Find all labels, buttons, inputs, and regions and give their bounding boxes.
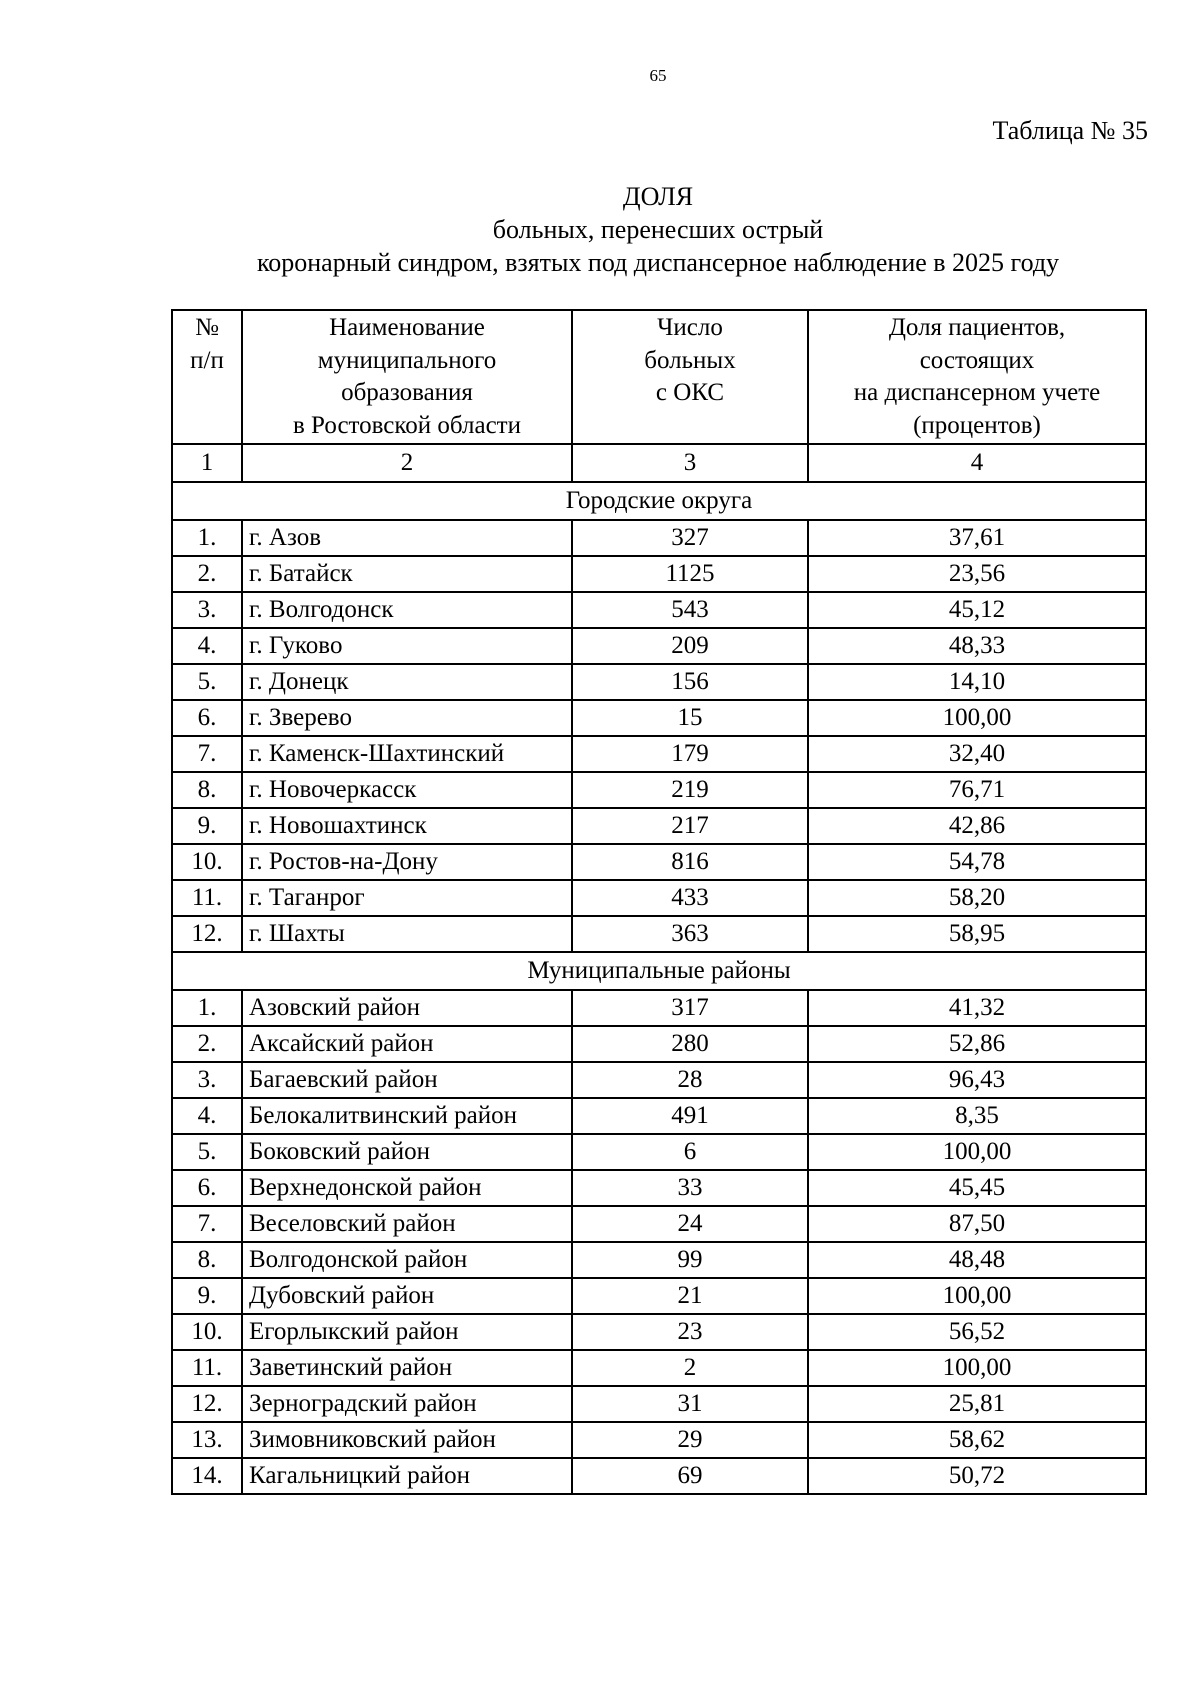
row-number-cell: 4.: [172, 1098, 242, 1134]
row-number-cell: 9.: [172, 1278, 242, 1314]
header-num: [172, 310, 242, 444]
header-share-line: состоящих: [919, 346, 1035, 374]
municipality-name-cell: г. Ростов-на-Дону: [242, 844, 572, 880]
share-percent-cell: 48,48: [808, 1242, 1146, 1278]
row-number-cell: 1.: [172, 990, 242, 1026]
patient-count-cell: 31: [572, 1386, 808, 1422]
municipality-name-cell: Зерноградский район: [242, 1386, 572, 1422]
row-number-cell: 5.: [172, 1134, 242, 1170]
table-row: [172, 1062, 1146, 1098]
table-row: [172, 1170, 1146, 1206]
patient-count-cell: 209: [572, 628, 808, 664]
municipality-name-cell: Кагальницкий район: [242, 1458, 572, 1494]
title-line-1: ДОЛЯ: [622, 182, 694, 211]
municipality-name-cell: Азовский район: [242, 990, 572, 1026]
table-body: [172, 310, 1146, 1494]
header-share: [808, 310, 1146, 444]
row-number-cell: 11.: [172, 1350, 242, 1386]
patient-count-cell: 543: [572, 592, 808, 628]
header-count-line: Число: [657, 314, 723, 341]
patient-count-cell: 491: [572, 1098, 808, 1134]
share-percent-cell: 87,50: [808, 1206, 1146, 1242]
section-title: Городские округа: [172, 482, 1146, 520]
header-share-line: Доля пациентов,: [888, 314, 1066, 341]
table-number: Таблица № 35: [992, 116, 1148, 145]
table-row: [172, 1278, 1146, 1314]
table-row: [172, 1134, 1146, 1170]
patient-count-cell: 99: [572, 1242, 808, 1278]
patient-count-cell: 433: [572, 880, 808, 916]
table-row: [172, 556, 1146, 592]
patient-count-cell: 156: [572, 664, 808, 700]
table-row: [172, 1386, 1146, 1422]
patient-count-cell: 6: [572, 1134, 808, 1170]
row-number-cell: 6.: [172, 700, 242, 736]
table-row: [172, 700, 1146, 736]
table-row: [172, 1098, 1146, 1134]
share-percent-cell: 100,00: [808, 1278, 1146, 1314]
column-number: 4: [808, 444, 1146, 482]
table-row: [172, 880, 1146, 916]
municipality-name-cell: Егорлыкский район: [242, 1314, 572, 1350]
table-row: [172, 772, 1146, 808]
share-percent-cell: 8,35: [808, 1098, 1146, 1134]
municipality-name-cell: Боковский район: [242, 1134, 572, 1170]
share-percent-cell: 58,95: [808, 916, 1146, 952]
data-table: [171, 309, 1147, 1495]
patient-count-cell: 69: [572, 1458, 808, 1494]
table-row: [172, 1314, 1146, 1350]
municipality-name-cell: г. Батайск: [242, 556, 572, 592]
municipality-name-cell: г. Шахты: [242, 916, 572, 952]
header-name-line: Наименование: [329, 314, 485, 341]
share-percent-cell: 52,86: [808, 1026, 1146, 1062]
share-percent-cell: 48,33: [808, 628, 1146, 664]
municipality-name-cell: Белокалитвинский район: [242, 1098, 572, 1134]
row-number-cell: 10.: [172, 1314, 242, 1350]
municipality-name-cell: г. Новошахтинск: [242, 808, 572, 844]
patient-count-cell: 219: [572, 772, 808, 808]
patient-count-cell: 179: [572, 736, 808, 772]
share-percent-cell: 42,86: [808, 808, 1146, 844]
municipality-name-cell: Дубовский район: [242, 1278, 572, 1314]
header-num-line: п/п: [190, 346, 224, 374]
header-name-line: муниципального: [317, 346, 497, 374]
share-percent-cell: 45,12: [808, 592, 1146, 628]
patient-count-cell: 217: [572, 808, 808, 844]
row-number-cell: 11.: [172, 880, 242, 916]
row-number-cell: 8.: [172, 1242, 242, 1278]
municipality-name-cell: Багаевский район: [242, 1062, 572, 1098]
table-row: [172, 916, 1146, 952]
patient-count-cell: 33: [572, 1170, 808, 1206]
page-number: 65: [649, 66, 667, 85]
row-number-cell: 10.: [172, 844, 242, 880]
header-name: [242, 310, 572, 444]
share-percent-cell: 56,52: [808, 1314, 1146, 1350]
municipality-name-cell: Зимовниковский район: [242, 1422, 572, 1458]
municipality-name-cell: г. Донецк: [242, 664, 572, 700]
row-number-cell: 13.: [172, 1422, 242, 1458]
table-row: [172, 1026, 1146, 1062]
patient-count-cell: 29: [572, 1422, 808, 1458]
share-percent-cell: 100,00: [808, 700, 1146, 736]
share-percent-cell: 100,00: [808, 1350, 1146, 1386]
title-line-3: коронарный синдром, взятых под диспансерное наблюдение в 2025 году: [256, 248, 1060, 277]
share-percent-cell: 58,20: [808, 880, 1146, 916]
table-row: [172, 628, 1146, 664]
municipality-name-cell: Заветинский район: [242, 1350, 572, 1386]
row-number-cell: 2.: [172, 1026, 242, 1062]
share-percent-cell: 37,61: [808, 520, 1146, 556]
row-number-cell: 14.: [172, 1458, 242, 1494]
patient-count-cell: 363: [572, 916, 808, 952]
patient-count-cell: 816: [572, 844, 808, 880]
table-row: [172, 1242, 1146, 1278]
share-percent-cell: 100,00: [808, 1134, 1146, 1170]
share-percent-cell: 58,62: [808, 1422, 1146, 1458]
column-number: 3: [572, 444, 808, 482]
header-name-line: образования: [341, 379, 473, 406]
patient-count-cell: 1125: [572, 556, 808, 592]
table-row: [172, 1206, 1146, 1242]
table-header-row: [172, 310, 1146, 444]
column-number: 1: [172, 444, 242, 482]
header-num-line: №: [195, 314, 219, 341]
share-percent-cell: 50,72: [808, 1458, 1146, 1494]
table-row: [172, 736, 1146, 772]
title-line-2: больных, перенесших острый: [492, 215, 824, 244]
share-percent-cell: 45,45: [808, 1170, 1146, 1206]
table-row: [172, 664, 1146, 700]
row-number-cell: 7.: [172, 1206, 242, 1242]
table-row: [172, 1350, 1146, 1386]
share-percent-cell: 96,43: [808, 1062, 1146, 1098]
municipality-name-cell: Веселовский район: [242, 1206, 572, 1242]
section-title: Муниципальные районы: [172, 952, 1146, 990]
share-percent-cell: 32,40: [808, 736, 1146, 772]
section-header-row: [172, 952, 1146, 990]
municipality-name-cell: г. Гуково: [242, 628, 572, 664]
municipality-name-cell: г. Новочеркасск: [242, 772, 572, 808]
table-row: [172, 1458, 1146, 1494]
patient-count-cell: 23: [572, 1314, 808, 1350]
table-row: [172, 1422, 1146, 1458]
header-count-line: больных: [644, 346, 736, 374]
patient-count-cell: 24: [572, 1206, 808, 1242]
municipality-name-cell: г. Каменск-Шахтинский: [242, 736, 572, 772]
share-percent-cell: 41,32: [808, 990, 1146, 1026]
row-number-cell: 8.: [172, 772, 242, 808]
table-row: [172, 844, 1146, 880]
document-title: [0, 180, 1200, 279]
share-percent-cell: 76,71: [808, 772, 1146, 808]
patient-count-cell: 280: [572, 1026, 808, 1062]
header-share-line: на диспансерном учете: [853, 379, 1101, 406]
municipality-name-cell: г. Таганрог: [242, 880, 572, 916]
column-number: 2: [242, 444, 572, 482]
share-percent-cell: 14,10: [808, 664, 1146, 700]
share-percent-cell: 25,81: [808, 1386, 1146, 1422]
header-count: [572, 310, 808, 444]
row-number-cell: 4.: [172, 628, 242, 664]
header-share-line: (процентов): [913, 411, 1041, 439]
municipality-name-cell: г. Волгодонск: [242, 592, 572, 628]
row-number-cell: 9.: [172, 808, 242, 844]
municipality-name-cell: Аксайский район: [242, 1026, 572, 1062]
row-number-cell: 6.: [172, 1170, 242, 1206]
header-name-line: в Ростовской области: [293, 411, 521, 439]
patient-count-cell: 15: [572, 700, 808, 736]
row-number-cell: 3.: [172, 1062, 242, 1098]
row-number-cell: 5.: [172, 664, 242, 700]
table-row: [172, 990, 1146, 1026]
row-number-cell: 7.: [172, 736, 242, 772]
patient-count-cell: 28: [572, 1062, 808, 1098]
municipality-name-cell: Верхнедонской район: [242, 1170, 572, 1206]
patient-count-cell: 2: [572, 1350, 808, 1386]
table-row: [172, 592, 1146, 628]
row-number-cell: 2.: [172, 556, 242, 592]
share-percent-cell: 23,56: [808, 556, 1146, 592]
column-number-row: [172, 444, 1146, 482]
header-count-line: с ОКС: [655, 379, 725, 406]
share-percent-cell: 54,78: [808, 844, 1146, 880]
row-number-cell: 12.: [172, 1386, 242, 1422]
municipality-name-cell: Волгодонской район: [242, 1242, 572, 1278]
section-header-row: [172, 482, 1146, 520]
municipality-name-cell: г. Азов: [242, 520, 572, 556]
table-row: [172, 808, 1146, 844]
patient-count-cell: 21: [572, 1278, 808, 1314]
patient-count-cell: 317: [572, 990, 808, 1026]
municipality-name-cell: г. Зверево: [242, 700, 572, 736]
row-number-cell: 1.: [172, 520, 242, 556]
table-row: [172, 520, 1146, 556]
row-number-cell: 3.: [172, 592, 242, 628]
patient-count-cell: 327: [572, 520, 808, 556]
row-number-cell: 12.: [172, 916, 242, 952]
